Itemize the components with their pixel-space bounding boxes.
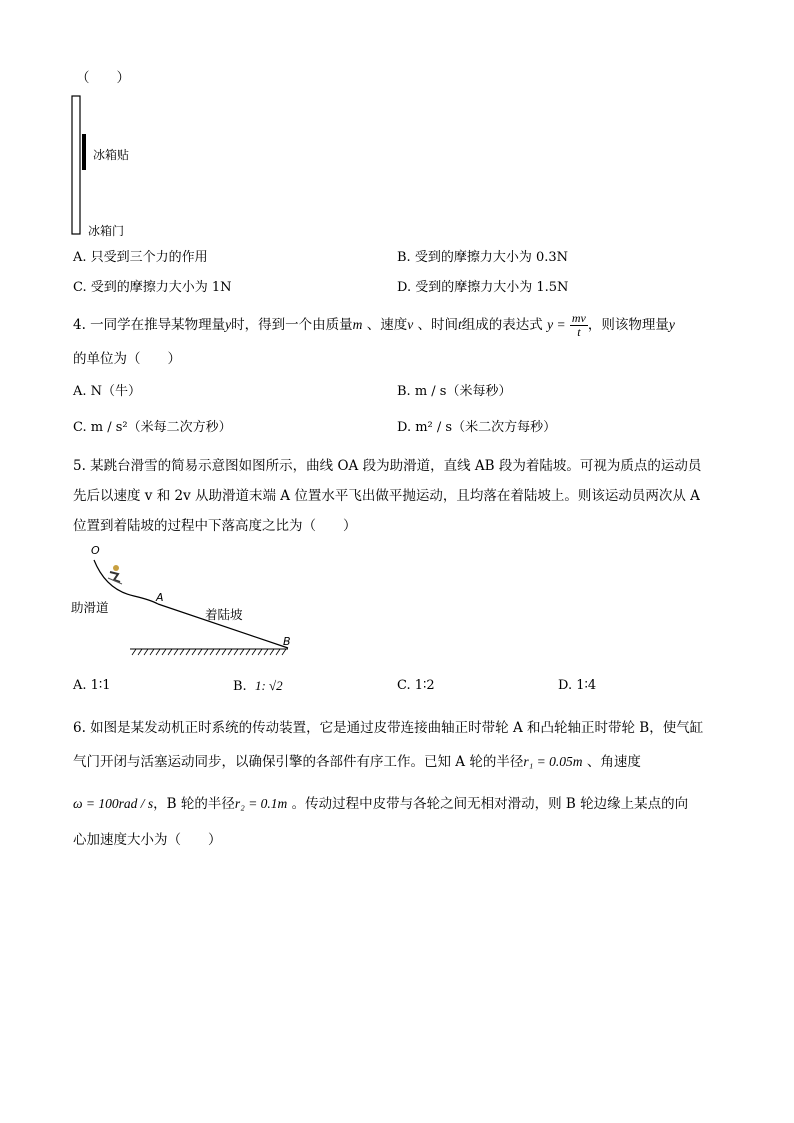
q4-stem-line2: 的单位为（ ） <box>73 351 181 367</box>
q3-option-c[interactable]: C. 受到的摩擦力大小为 1N <box>73 280 232 295</box>
q5-stem-line1: 5. 某跳台滑雪的简易示意图如图所示，曲线 OA 段为助滑道，直线 AB 段为着陆坡。可视为质点的运动员 <box>73 458 702 474</box>
q5-stem-line2: 先后以速度 v 和 2v 从助滑道末端 A 位置水平飞出做平抛运动，且均落在着陆坡上。则该运动员两次从 A <box>73 488 700 504</box>
q3-option-b[interactable]: B. 受到的摩擦力大小为 0.3N <box>397 250 568 265</box>
skier-icon <box>108 565 122 584</box>
q5-stem-line3: 位置到着陆坡的过程中下落高度之比为（ ） <box>73 518 357 534</box>
q4-option-c[interactable]: C. m / s²（米每二次方秒） <box>73 420 232 435</box>
q6-stem-line4: 心加速度大小为（ ） <box>73 832 222 848</box>
q3-option-d[interactable]: D. 受到的摩擦力大小为 1.5N <box>397 280 569 295</box>
q3-answer-paren: （ ） <box>76 70 130 86</box>
q3-option-a[interactable]: A. 只受到三个力的作用 <box>73 250 208 265</box>
label-A: A <box>156 591 164 604</box>
ground-hatch <box>132 649 286 655</box>
label-O: O <box>91 544 100 557</box>
q4-option-d[interactable]: D. m² / s（米二次方每秒） <box>397 420 557 435</box>
formula-lhs: y = <box>547 317 566 332</box>
q6-stem-line2: 气门开闭与活塞运动同步，以确保引擎的各部件有序工作。已知 A 轮的半径r₁ = 0.05m 、角速度 <box>73 754 641 770</box>
magnet-label: 冰箱贴 <box>93 148 130 162</box>
formula-fraction: $\frac{mv}{t}$ <box>571 311 586 339</box>
q6-stem-line3: ω = 100rad / s，B 轮的半径r₂ = 0.1m 。传动过程中皮带与各轮之间无相对滑动，则 B 轮边缘上某点的向 <box>73 796 689 812</box>
q4-option-b[interactable]: B. m / s（米每秒） <box>397 384 512 399</box>
door-label: 冰箱门 <box>88 224 125 238</box>
q5-option-a[interactable]: A. 1∶1 <box>73 678 111 693</box>
fridge-magnet <box>82 134 86 170</box>
fridge-door <box>72 96 80 234</box>
q4-option-a[interactable]: A. N（牛） <box>73 384 142 399</box>
q6-stem-line1: 6. 如图是某发动机正时系统的传动装置，它是通过皮带连接曲轴正时带轮 A 和凸轮轴正时带轮 B，使气缸 <box>73 720 704 736</box>
q5-option-b[interactable]: B. 1: √2 <box>233 678 283 694</box>
q4-stem-line1: 4. 一同学在推导某物理量y时，得到一个由质量m 、速度v 、时间t组成的表达式 y = $\frac{mv}{t}$ ，则该物理量y <box>73 311 675 339</box>
fridge-figure <box>60 90 180 240</box>
q5-option-c[interactable]: C. 1∶2 <box>397 678 435 693</box>
q5-option-d[interactable]: D. 1∶4 <box>558 678 597 693</box>
runway-label: 助滑道 <box>71 600 109 615</box>
slope-label: 着陆坡 <box>205 607 243 622</box>
label-B: B <box>283 635 291 648</box>
